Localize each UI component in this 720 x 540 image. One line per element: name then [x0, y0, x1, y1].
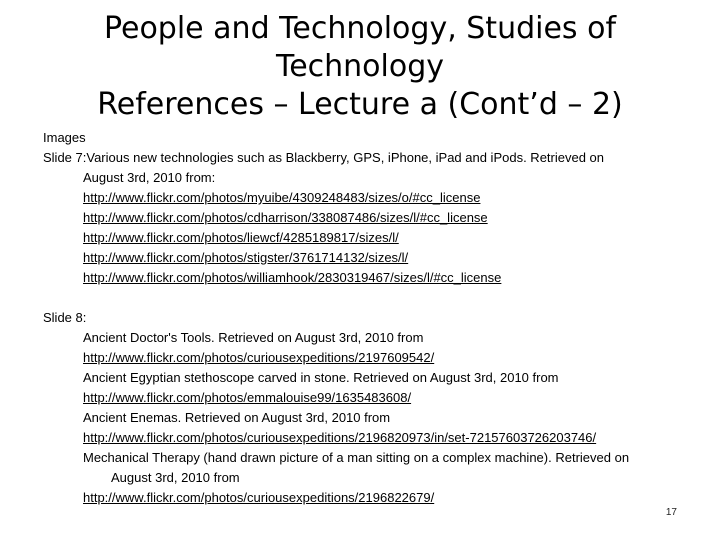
slide8-entry-4-text-line2: August 3rd, 2010 from	[111, 470, 240, 485]
slide7-link-1[interactable]: http://www.flickr.com/photos/myuibe/4309248483/sizes/o/#cc_license	[83, 190, 481, 205]
slide8-entry-3-link[interactable]: http://www.flickr.com/photos/curiousexpeditions/2196820973/in/set-72157603726203746/	[83, 430, 597, 445]
slide7-label: Slide 7:	[43, 150, 87, 165]
slide8-entry-4-link[interactable]: http://www.flickr.com/photos/curiousexpeditions/2196822679/	[83, 490, 435, 505]
slide8-label: Slide 8:	[43, 310, 87, 325]
slide8-entry-3-text: Ancient Enemas. Retrieved on August 3rd, 2010 from	[83, 410, 391, 425]
slide7-text-line2: August 3rd, 2010 from:	[83, 170, 216, 185]
slide8-entry-1-link[interactable]: http://www.flickr.com/photos/curiousexpeditions/2197609542/	[83, 350, 435, 365]
slide8-entry-2-text: Ancient Egyptian stethoscope carved in stone. Retrieved on August 3rd, 2010 from	[83, 370, 559, 385]
slide8-entry-2-link[interactable]: http://www.flickr.com/photos/emmalouise99/1635483608/	[83, 390, 412, 405]
slide-title	[0, 10, 720, 124]
references-body	[43, 128, 688, 508]
slide7-link-4[interactable]: http://www.flickr.com/photos/stigster/3761714132/sizes/l/	[83, 250, 409, 265]
slide7-link-3[interactable]: http://www.flickr.com/photos/liewcf/4285189817/sizes/l/	[83, 230, 399, 245]
title-line-2: Technology	[275, 49, 445, 84]
title-line-3: References – Lecture a (Cont’d – 2)	[97, 87, 623, 122]
slide8-entry-4-text: Mechanical Therapy (hand drawn picture of a man sitting on a complex machine). Retrieved on	[83, 450, 630, 465]
page-number: 17	[665, 507, 677, 518]
slide7-text-line1: Various new technologies such as Blackberry, GPS, iPhone, iPad and iPods. Retrieved on	[86, 150, 605, 165]
section-heading: Images	[43, 130, 86, 145]
spacer	[43, 288, 688, 308]
slide7-link-5[interactable]: http://www.flickr.com/photos/williamhook/2830319467/sizes/l/#cc_license	[83, 270, 502, 285]
slide7-link-2[interactable]: http://www.flickr.com/photos/cdharrison/338087486/sizes/l/#cc_license	[83, 210, 488, 225]
slide8-entry-1-text: Ancient Doctor's Tools. Retrieved on August 3rd, 2010 from	[83, 330, 424, 345]
slide7-reference	[43, 148, 688, 168]
title-line-1: People and Technology, Studies of	[103, 11, 617, 46]
